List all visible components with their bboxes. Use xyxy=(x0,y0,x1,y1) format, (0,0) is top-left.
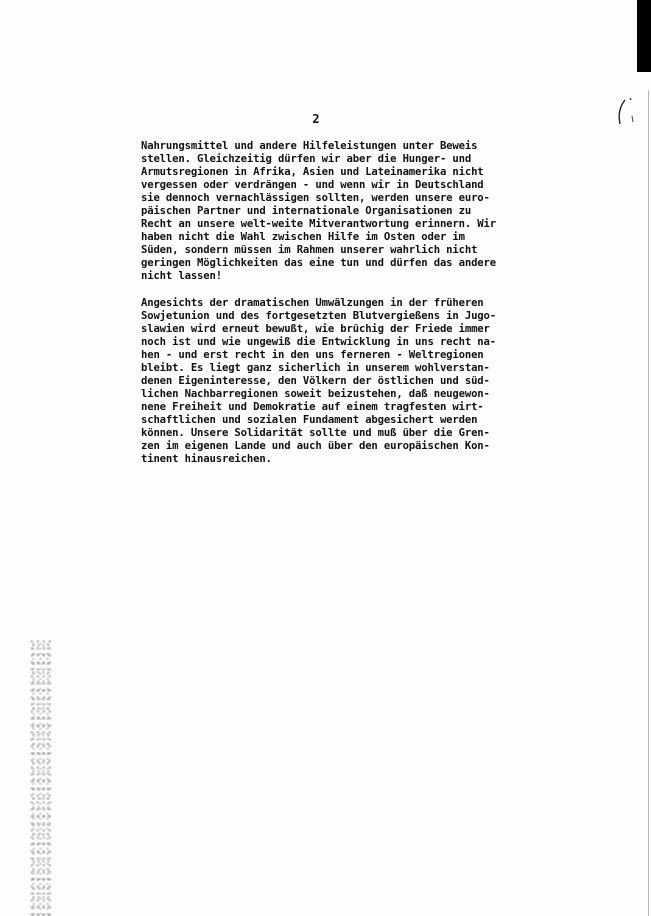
text-line: sie dennoch vernachlässigen sollten, werden unsere euro- xyxy=(141,192,490,205)
scan-noise xyxy=(30,640,52,916)
text-line: hen - und erst recht in den uns ferneren - Weltregionen xyxy=(141,348,484,361)
scan-edge-artifact xyxy=(637,0,651,72)
text-line: Süden, sondern müssen im Rahmen unserer wahrlich nicht xyxy=(141,244,478,257)
page-number: 2 xyxy=(312,112,320,126)
text-line: lichen Nachbarregionen soweit beizustehen, daß neugewon- xyxy=(141,387,490,400)
text-line: stellen. Gleichzeitig dürfen wir aber die Hunger- und xyxy=(141,153,472,166)
text-line: Armutsregionen in Afrika, Asien und Lateinamerika nicht xyxy=(141,166,484,179)
text-line: tinent hinausreichen. xyxy=(141,453,272,466)
paragraph-1 xyxy=(141,140,541,284)
text-line: päischen Partner und internationale Organisationen zu xyxy=(141,205,472,218)
text-line: Nahrungsmittel und andere Hilfeleistungen unter Beweis xyxy=(141,140,478,152)
body-text xyxy=(141,140,541,466)
text-line: schaftlichen und sozialen Fundament abgesichert werden xyxy=(141,413,478,426)
text-line: Sowjetunion und des fortgesetzten Blutvergießens in Jugo- xyxy=(141,309,496,322)
text-line: Recht an unsere welt-weite Mitverantwortung erinnern. Wir xyxy=(141,218,496,231)
scan-edge-line xyxy=(648,90,649,916)
text-line: haben nicht die Wahl zwischen Hilfe im Osten oder im xyxy=(141,231,465,244)
text-line: Angesichts der dramatischen Umwälzungen in der früheren xyxy=(141,296,484,309)
text-line: nicht lassen! xyxy=(141,270,222,283)
paragraph-2 xyxy=(141,297,541,467)
text-line: vergessen oder verdrängen - und wenn wir in Deutschland xyxy=(141,179,484,192)
text-line: geringen Möglichkeiten das eine tun und dürfen das andere xyxy=(141,257,496,270)
text-line: slawien wird erneut bewußt, wie brüchig der Friede immer xyxy=(141,322,490,335)
text-line: bleibt. Es liegt ganz sicherlich in unserem wohlverstan- xyxy=(141,361,490,374)
text-line: nene Freiheit und Demokratie auf einem tragfesten wirt- xyxy=(141,400,484,413)
text-line: zen im eigenen Lande und auch über den europäischen Kon- xyxy=(141,440,490,453)
text-line: noch ist und wie ungewiß die Entwicklung in uns recht na- xyxy=(141,335,496,348)
text-line: können. Unsere Solidarität sollte und muß über die Gren- xyxy=(141,426,490,439)
text-line: denen Eigeninteresse, den Völkern der östlichen und süd- xyxy=(141,374,490,387)
